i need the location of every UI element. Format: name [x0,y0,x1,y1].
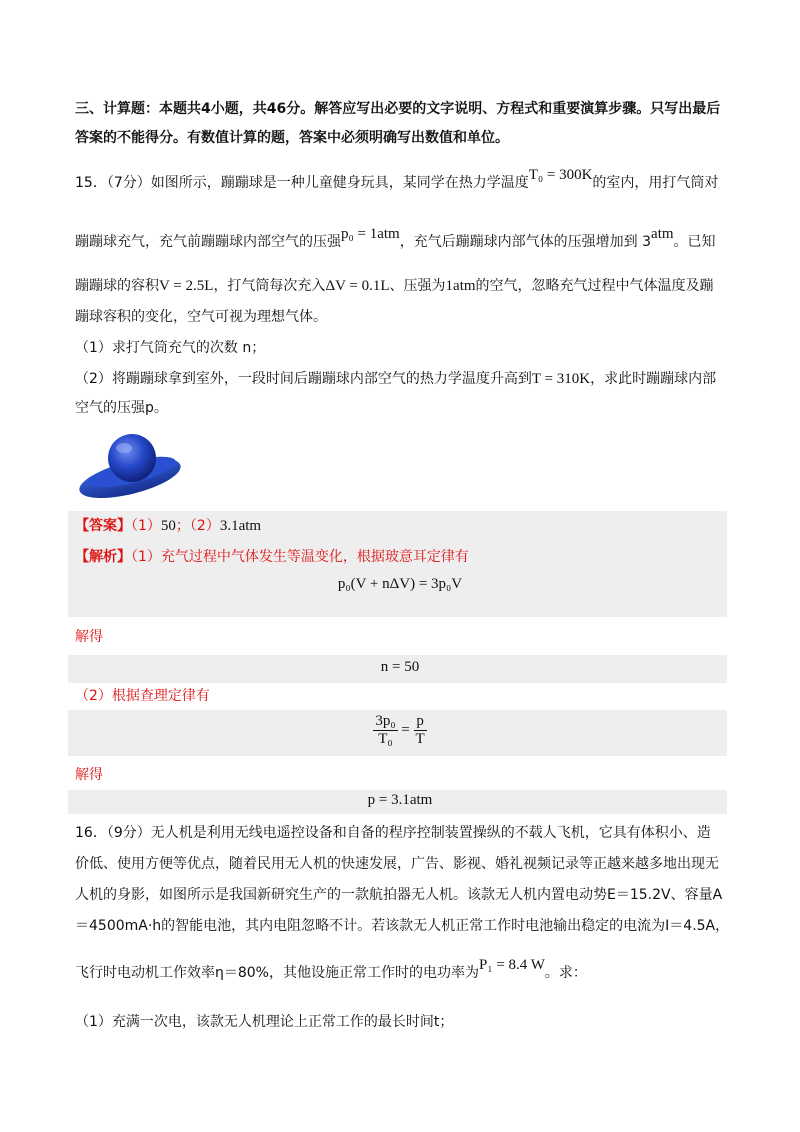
q15-text: 15．（7分）如图所示，蹦蹦球是一种儿童健身玩具，某同学在热力学温度 [75,175,529,191]
formula-P1: P₁ = 8.4 W [479,957,545,973]
q16-line5 [75,957,587,983]
part2-label: （2）根据查理定律有 [75,688,210,704]
q16-text: 。求： [544,965,587,981]
q16-line2: 价低、使用方便等优点，随着民用无人机的快速发展，广告、影视、婚礼视频记录等正越来越多地出现无 [75,856,719,872]
q15-sub2-cont: 空气的压强p。 [75,400,168,416]
q15-line3 [75,276,714,296]
formula-T: T = 310K [531,371,591,387]
equation-n: n = 50 [380,659,420,675]
section-heading-line1: 三、计算题：本题共4小题，共46分。解答应写出必要的文字说明、方程式和重要演算步骤。只写出最后 [75,101,721,117]
fraction-left-num: 3p₀ [375,713,396,729]
q16-sub1: （1）充满一次电，该款无人机理论上正常工作的最长时间t； [75,1014,454,1030]
q15-text: 蹦蹦球充气，充气前蹦蹦球内部空气的压强 [75,234,341,250]
answer-value-2: 3.1atm [219,518,262,534]
q16-line3: 人机的身影，如图所示是我国新研究生产的一款航拍器无人机。该款无人机内置电动势E＝15.2V、容量A [75,887,723,903]
q15-text: ，求此时蹦蹦球内部 [590,371,717,387]
q15-text: ，打气筒每次充入 [213,278,326,294]
analysis-text: （1）充气过程中气体发生等温变化，根据玻意耳定律有 [131,549,469,565]
q15-text: ，充气后蹦蹦球内部气体的压强增加到 3 [399,234,652,250]
unit-atm: atm [651,226,674,242]
q15-text: 的空气，忽略充气过程中气体温度及蹦 [475,278,714,294]
q15-sub2 [75,369,716,389]
q16-text: 飞行时电动机工作效率η＝80%，其他设施正常工作时的电功率为 [75,965,479,981]
fraction-left [373,713,397,748]
answer-text: ；（2） [175,518,220,534]
q16-line4: ＝4500mA·h的智能电池，其内电阻忽略不计。若该款无人机正常工作时电池输出稳定的电流为I＝4.5A， [75,918,730,934]
q15-line2 [75,226,716,252]
equation-charles: $\frac{\text{3p₀}}{\text{T₀}}$ = $\frac{p}{T}$ [375,713,425,747]
q15-text: （2）将蹦蹦球拿到室外，一段时间后蹦蹦球内部空气的热力学温度升高到 [75,371,532,387]
q15-text: 蹦蹦球的容积 [75,278,159,294]
fraction-right-den: T [415,731,425,747]
q15-line1 [75,167,719,193]
section-heading-line2: 答案的不能得分。有数值计算的题，答案中必须明确写出数值和单位。 [75,130,509,146]
answer-value-1: 50 [160,518,176,534]
q15-line4: 蹦球容积的变化，空气可视为理想气体。 [75,309,327,325]
formula-1atm: 1atm [445,278,476,294]
answer-text: （1） [131,518,161,534]
bouncing-ball-image [72,428,188,502]
equation-boyle: p₀(V + nΔV) = 3p₀V [337,576,463,592]
answer-label: 【答案】 [75,518,131,534]
formula-dV: ΔV = 0.1L [325,278,390,294]
q15-sub1: （1）求打气筒充气的次数 n； [75,340,266,356]
q16-line1: 16．（9分）无人机是利用无线电遥控设备和自备的程序控制装置操纵的不载人飞机，它具有体积小、造 [75,825,711,841]
analysis-line [75,547,469,567]
formula-T0: T₀ = 300K [528,167,593,183]
q15-text: 的室内，用打气筒对 [592,175,719,191]
fraction-right-num: p [414,713,427,731]
equation-p: p = 3.1atm [367,792,433,808]
q15-text: 。已知 [673,234,716,250]
fraction-right [414,713,427,748]
analysis-label: 【解析】 [75,549,131,565]
formula-p0: p₀ = 1atm [341,226,400,242]
answer-line [75,516,261,536]
solve-label-1: 解得 [75,629,103,645]
fraction-left-den: T₀ [378,731,393,747]
solve-label-2: 解得 [75,767,103,783]
q15-text: 、压强为 [389,278,446,294]
formula-V: V = 2.5L [159,278,214,294]
